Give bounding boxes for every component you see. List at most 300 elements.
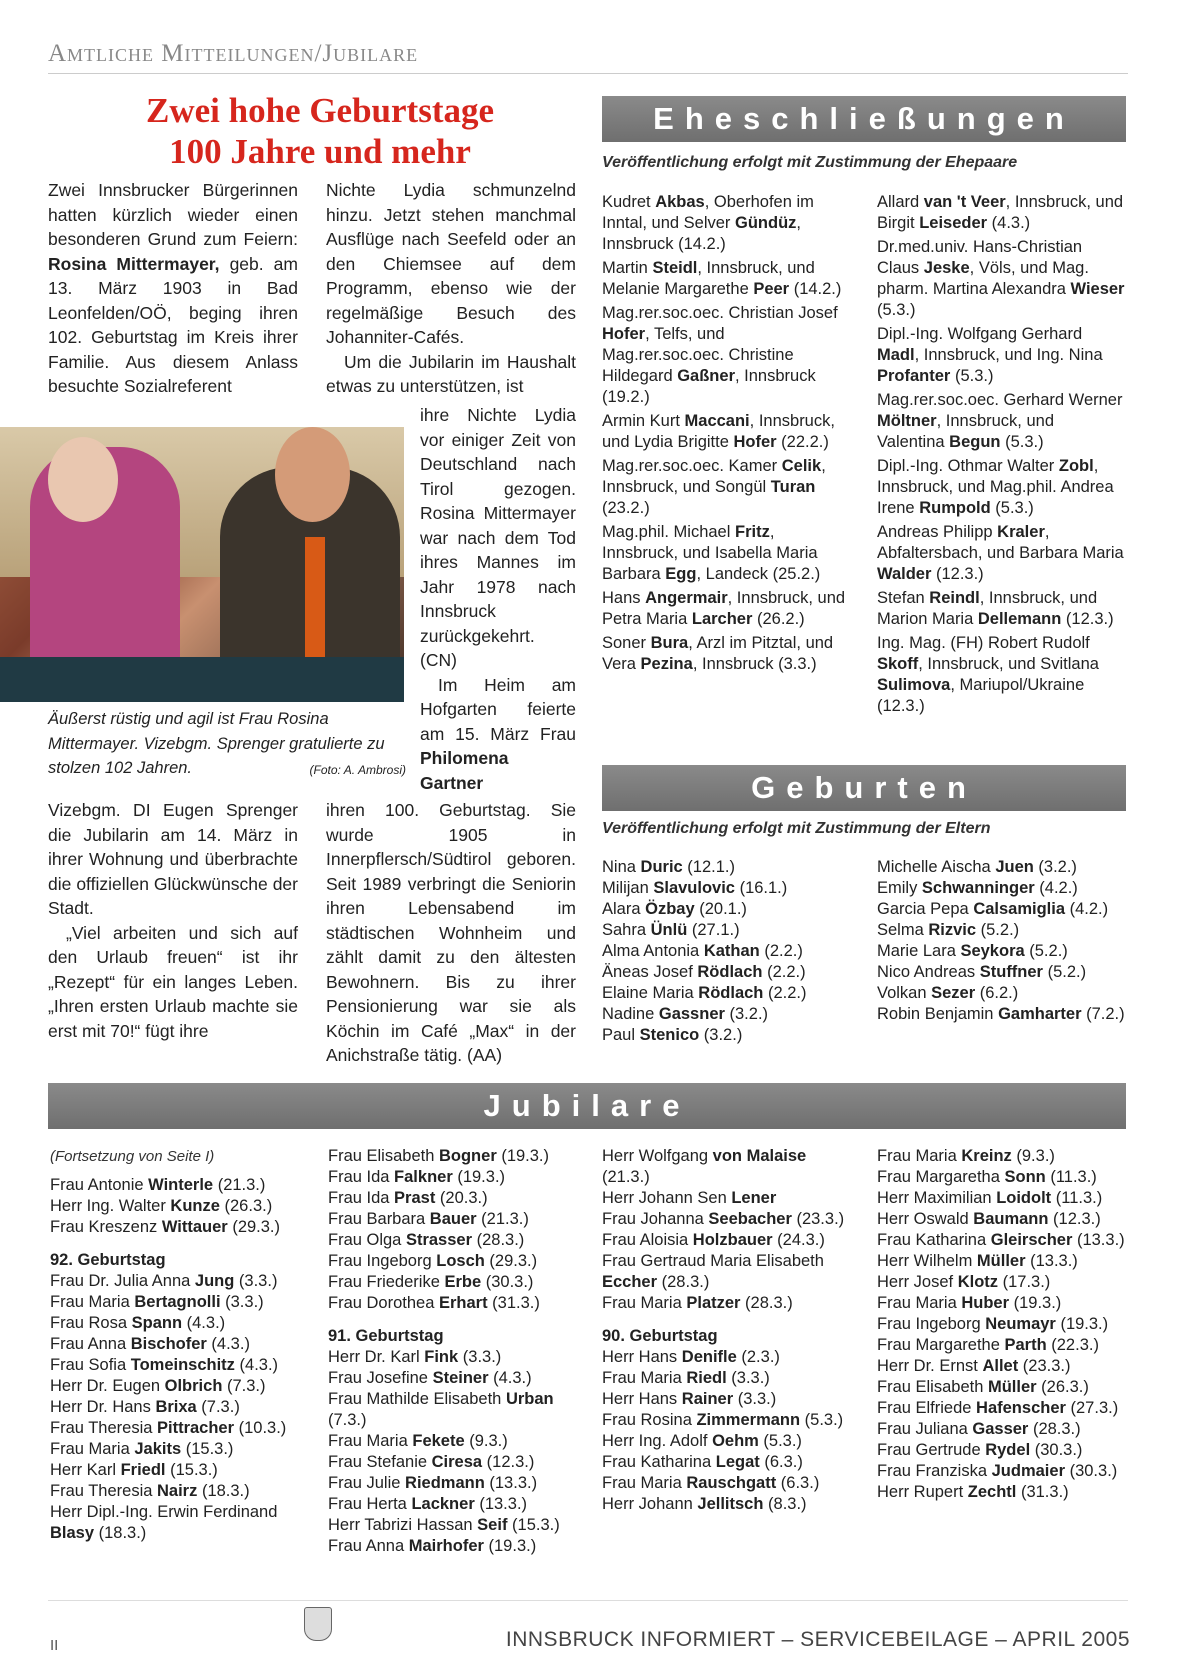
entry-text: (21.3.)	[213, 1176, 266, 1194]
surname: Ciresa	[431, 1453, 483, 1471]
surname: Rumpold	[919, 499, 991, 517]
surname: Zobl	[1058, 457, 1094, 475]
surname: Turan	[770, 478, 816, 496]
entry-text: Alara	[602, 900, 646, 918]
jubilar-entry	[50, 1460, 300, 1481]
publication-footer: INNSBRUCK INFORMIERT – SERVICEBEILAGE – APRIL 2005	[505, 1628, 1130, 1651]
entry-text: (4.3.)	[987, 214, 1031, 232]
entry-text: Nadine	[602, 1005, 659, 1023]
surname: Akbas	[655, 193, 705, 211]
entry-text: , Innsbruck, und Petra Maria	[602, 589, 846, 628]
entry-text: Frau Gertrude	[877, 1441, 986, 1459]
surname: Madl	[877, 346, 915, 364]
article-paragraph: ihren 100. Geburtstag. Sie wurde 1905 in Innerpflersch/Südtirol geboren. Seit 1989 verbringt die Seniorin ihren Lebensabend im städtischen Wohnheim und zählt damit zu den ältesten Bewohnern. Bis zu ihrer Pensionierung war sie als Köchin im Café „Max“ in der Anichstraße tätig. (AA)	[326, 800, 576, 1065]
entry-text: Frau Franziska	[877, 1462, 992, 1480]
entry-text: (2.3.)	[736, 1348, 780, 1366]
entry-text: (19.3.)	[496, 1147, 550, 1165]
surname: 92. Geburtstag	[50, 1251, 166, 1269]
surname: Platzer	[686, 1294, 741, 1312]
jubilar-entry	[877, 1188, 1127, 1209]
entry-text: Frau Maria	[602, 1294, 687, 1312]
surname: Walder	[877, 565, 932, 583]
entry-text: (29.3.)	[227, 1218, 281, 1236]
jubilar-entry	[877, 1230, 1127, 1251]
entry-text: (5.3.)	[1000, 433, 1044, 451]
list-item	[877, 633, 1125, 717]
jubilar-entry	[50, 1397, 300, 1418]
jubilar-entry	[328, 1473, 576, 1494]
birthday-heading	[50, 1250, 300, 1271]
geburten-list-right	[877, 857, 1127, 1025]
surname: Parth	[1004, 1336, 1047, 1354]
birthday-heading	[328, 1326, 576, 1347]
entry-text: (24.3.)	[772, 1231, 825, 1249]
entry-text: (11.3.)	[1045, 1168, 1097, 1186]
jubilar-entry	[50, 1355, 300, 1376]
jubilare-column-1	[50, 1175, 300, 1544]
jubilar-entry	[328, 1515, 576, 1536]
surname: Bauer	[429, 1210, 477, 1228]
list-item	[602, 899, 862, 920]
entry-text: (5.3.)	[877, 301, 916, 319]
entry-text: Herr Johann Sen	[602, 1189, 732, 1207]
surname: Jeske	[923, 259, 970, 277]
jubilar-entry	[877, 1251, 1127, 1272]
surname: 91. Geburtstag	[328, 1327, 444, 1345]
entry-text: Frau Antonie	[50, 1176, 149, 1194]
list-item	[602, 633, 850, 675]
surname: Ünlü	[650, 921, 688, 939]
surname: Tomeinschitz	[130, 1356, 235, 1374]
entry-text: Garcia Pepa	[877, 900, 974, 918]
jubilar-entry	[602, 1368, 852, 1389]
surname: Holzbauer	[692, 1231, 773, 1249]
jubilar-entry	[877, 1167, 1127, 1188]
article-column-1-top	[48, 178, 298, 399]
list-item	[877, 920, 1127, 941]
surname: Gündüz	[735, 214, 797, 232]
surname: Judmaier	[991, 1462, 1065, 1480]
entry-text: Frau Theresia	[50, 1419, 157, 1437]
surname: Riedl	[686, 1369, 727, 1387]
jubilarin-name: Philomena Gartner	[420, 748, 509, 793]
article-paragraph: ihre Nichte Lydia vor einiger Zeit von Deutschland nach Tirol gezogen. Rosina Mittermayer war nach dem Tod ihres Mannes im Jahr 1978 nach Innsbruck zurückgekehrt. (CN)	[420, 405, 576, 670]
surname: Gassner	[658, 1005, 725, 1023]
list-item	[602, 411, 850, 453]
entry-text: (8.3.)	[763, 1495, 807, 1513]
entry-text: Frau Juliana	[877, 1420, 973, 1438]
surname: Dellemann	[977, 610, 1062, 628]
list-item	[877, 588, 1125, 630]
surname: Allet	[982, 1357, 1019, 1375]
surname: Lackner	[411, 1495, 475, 1513]
jubilar-entry	[602, 1146, 852, 1188]
article-paragraph: Zwei Innsbrucker Bürgerinnen hatten kürzlich wieder einen besonderen Grund zum Feiern: Rosina Mittermayer, geb. am 13. März 1903 in Bad Leonfelden/OÖ, beging ihren 102. Geburtstag im Kreis ihrer Familie. Aus diesem Anlass besuchte Sozialreferent	[48, 180, 298, 396]
list-item	[602, 941, 862, 962]
entry-text: Herr Hans	[602, 1348, 682, 1366]
entry-text: , Innsbruck, und Isabella Maria Barbara	[602, 523, 818, 583]
jubilar-entry	[328, 1251, 576, 1272]
entry-text: Frau Barbara	[328, 1210, 430, 1228]
photo-credit: (Foto: A. Ambrosi)	[309, 763, 406, 777]
jubilar-entry	[328, 1272, 576, 1293]
surname: Friedl	[120, 1461, 166, 1479]
entry-text: Frau Maria	[602, 1474, 687, 1492]
surname: Angermair	[645, 589, 728, 607]
entry-text: (3.2.)	[1033, 858, 1077, 876]
entry-text: (3.3.)	[220, 1293, 264, 1311]
jubilar-entry	[602, 1251, 852, 1293]
surname: Kraler	[997, 523, 1045, 541]
list-item	[602, 857, 862, 878]
surname: Spann	[131, 1314, 183, 1332]
entry-text: (23.2.)	[602, 499, 650, 517]
entry-text: Herr Dr. Karl	[328, 1348, 425, 1366]
entry-text: (26.3.)	[1036, 1378, 1089, 1396]
entry-text: Mag.rer.soc.oec. Kamer	[602, 457, 782, 475]
surname: Reindl	[929, 589, 980, 607]
surname: Gamharter	[998, 1005, 1082, 1023]
surname: Slavulovic	[653, 879, 735, 897]
entry-text: Milijan	[602, 879, 654, 897]
jubilar-entry	[877, 1398, 1127, 1419]
entry-text: , Innsbruck (19.2.)	[602, 367, 816, 406]
jubilar-entry	[602, 1452, 852, 1473]
jubilar-entry	[602, 1431, 852, 1452]
entry-text: , Telfs, und Mag.rer.soc.oec. Christine Hildegard	[602, 325, 794, 385]
entry-text: Soner	[602, 634, 651, 652]
entry-text: Herr Dr. Eugen	[50, 1377, 165, 1395]
jubilar-entry	[602, 1347, 852, 1368]
jubilar-entry	[602, 1293, 852, 1314]
entry-text: Frau Margaretha	[877, 1168, 1005, 1186]
surname: Hofer	[602, 325, 646, 343]
surname: Olbrich	[164, 1377, 223, 1395]
entry-text: (5.3.)	[990, 499, 1034, 517]
jubilar-entry	[328, 1389, 576, 1431]
surname: Rauschgatt	[686, 1474, 777, 1492]
entry-text: (3.3.)	[234, 1272, 278, 1290]
jubilar-entry	[877, 1482, 1127, 1503]
article-column-2	[326, 178, 576, 399]
list-item	[877, 1004, 1127, 1025]
list-item	[602, 522, 850, 585]
surname: Seebacher	[708, 1210, 792, 1228]
list-item	[602, 1025, 862, 1046]
surname: Bura	[650, 634, 689, 652]
jubilar-entry	[877, 1461, 1127, 1482]
surname: Nairz	[157, 1482, 198, 1500]
entry-text: (18.3.)	[94, 1524, 147, 1542]
jubilar-entry	[877, 1209, 1127, 1230]
surname: Kreinz	[961, 1147, 1012, 1165]
jubilar-entry	[877, 1377, 1127, 1398]
jubilar-entry	[328, 1452, 576, 1473]
list-item	[602, 920, 862, 941]
entry-text: (27.3.)	[1065, 1399, 1119, 1417]
list-item	[877, 324, 1125, 387]
entry-text: (3.3.)	[726, 1369, 770, 1387]
entry-text: Frau Stefanie	[328, 1453, 432, 1471]
entry-text: Selma	[877, 921, 929, 939]
entry-text: (28.3.)	[1028, 1420, 1081, 1438]
entry-text: (18.3.)	[197, 1482, 250, 1500]
list-item	[602, 1004, 862, 1025]
entry-text: (28.3.)	[740, 1294, 793, 1312]
entry-text: (3.3.)	[733, 1390, 777, 1408]
entry-text: (3.2.)	[699, 1026, 743, 1044]
surname: Duric	[640, 858, 683, 876]
list-item	[877, 390, 1125, 453]
entry-text: (27.1.)	[687, 921, 740, 939]
entry-text: Frau Ida	[328, 1189, 395, 1207]
entry-text: (7.3.)	[222, 1377, 266, 1395]
surname: Neumayr	[985, 1315, 1056, 1333]
article-paragraph: Im Heim am Hofgarten feierte am 15. März Frau Philomena Gartner	[420, 674, 576, 793]
surname: von Malaise	[712, 1147, 807, 1165]
entry-text: (5.3.)	[800, 1411, 844, 1429]
entry-text: (5.2.)	[1024, 942, 1068, 960]
entry-text: (9.3.)	[464, 1432, 508, 1450]
birthday-heading	[602, 1326, 852, 1347]
surname: Fink	[424, 1348, 459, 1366]
jubilare-column-3	[602, 1146, 852, 1515]
surname: Hofer	[733, 433, 777, 451]
surname: Erbe	[444, 1273, 482, 1291]
entry-text: , Innsbruck, und Lydia Brigitte	[602, 412, 835, 451]
entry-text: Frau Maria	[602, 1369, 687, 1387]
jubilar-entry	[877, 1419, 1127, 1440]
jubilar-entry	[50, 1376, 300, 1397]
surname: Bertagnolli	[134, 1293, 221, 1311]
entry-text: Frau Elisabeth	[877, 1378, 988, 1396]
entry-text: , Innsbruck, und Valentina	[877, 412, 1054, 451]
jubilar-entry	[877, 1440, 1127, 1461]
article-paragraph: Vizebgm. DI Eugen Sprenger die Jubilarin am 14. März in ihrer Wohnung und überbrachte die offiziellen Glückwünsche der Stadt.	[48, 800, 298, 918]
surname: Rizvic	[928, 921, 977, 939]
entry-text: Herr Oswald	[877, 1210, 974, 1228]
entry-text: Frau Maria	[50, 1293, 135, 1311]
entry-text: (19.3.)	[452, 1168, 506, 1186]
surname: Eccher	[602, 1273, 658, 1291]
entry-text: (6.3.)	[759, 1453, 803, 1471]
entry-text: , Innsbruck, und Svitlana	[918, 655, 1099, 673]
surname: Gaßner	[677, 367, 735, 385]
entry-text: (30.3.)	[1065, 1462, 1118, 1480]
entry-text: , Innsbruck, und Ing. Nina	[914, 346, 1103, 364]
entry-text: Herr Karl	[50, 1461, 121, 1479]
jubilar-entry	[328, 1431, 576, 1452]
entry-text: (20.1.)	[694, 900, 747, 918]
surname: Profanter	[877, 367, 951, 385]
surname: Müller	[987, 1378, 1037, 1396]
surname: Jellitsch	[697, 1495, 764, 1513]
entry-text: (22.3.)	[1046, 1336, 1099, 1354]
surname: Legat	[715, 1453, 760, 1471]
list-item	[602, 456, 850, 519]
surname: Denifle	[681, 1348, 737, 1366]
surname: Fekete	[412, 1432, 465, 1450]
entry-text: Frau Julie	[328, 1474, 406, 1492]
entry-text: , Abfaltersbach, und Barbara Maria	[877, 523, 1124, 562]
list-item	[877, 192, 1125, 234]
jubilar-entry	[50, 1313, 300, 1334]
entry-text: (13.3.)	[1025, 1252, 1078, 1270]
entry-text: (12.3.)	[482, 1453, 535, 1471]
article-column-2-narrow	[420, 403, 576, 795]
entry-text: , Arzl im Pitztal, und Vera	[602, 634, 834, 673]
list-item	[602, 878, 862, 899]
jubilar-entry	[328, 1347, 576, 1368]
jubilar-entry	[877, 1335, 1127, 1356]
entry-text: (23.3.)	[1018, 1357, 1071, 1375]
surname: Jakits	[134, 1440, 182, 1458]
entry-text: (19.3.)	[483, 1537, 537, 1555]
list-item	[877, 983, 1127, 1004]
surname: Begun	[949, 433, 1001, 451]
eheschliessungen-list-left	[602, 192, 850, 675]
entry-text: (7.3.)	[328, 1411, 367, 1429]
surname: Maccani	[684, 412, 750, 430]
jubilar-entry	[50, 1418, 300, 1439]
list-item	[602, 962, 862, 983]
article-photo	[0, 427, 404, 702]
surname: Jung	[194, 1272, 235, 1290]
entry-text: Frau Rosa	[50, 1314, 132, 1332]
entry-text: (4.3.)	[182, 1314, 226, 1332]
entry-text: (6.3.)	[776, 1474, 820, 1492]
entry-text: Frau Anna	[50, 1335, 131, 1353]
entry-text: Frau Ingeborg	[328, 1252, 437, 1270]
entry-text: (15.3.)	[165, 1461, 218, 1479]
list-item	[602, 192, 850, 255]
list-item	[877, 237, 1125, 321]
entry-text: Michelle Aischa	[877, 858, 996, 876]
entry-text: Emily	[877, 879, 922, 897]
entry-text: Andreas Philipp	[877, 523, 998, 541]
surname: Bogner	[438, 1147, 497, 1165]
jubilar-entry	[602, 1230, 852, 1251]
surname: Huber	[961, 1294, 1010, 1312]
jubilar-entry	[602, 1494, 852, 1515]
eheschliessungen-list-right	[877, 192, 1125, 717]
entry-text: (23.3.)	[791, 1210, 845, 1228]
surname: Rydel	[985, 1441, 1031, 1459]
surname: Sulimova	[877, 676, 951, 694]
entry-text: , Innsbruck, und Birgit	[877, 193, 1124, 232]
entry-text: Volkan	[877, 984, 932, 1002]
entry-text: Martin	[602, 259, 653, 277]
entry-text: Herr Maximilian	[877, 1189, 997, 1207]
entry-text: Armin Kurt	[602, 412, 685, 430]
entry-text: (29.3.)	[484, 1252, 538, 1270]
entry-text: Frau Josefine	[328, 1369, 433, 1387]
entry-text: (26.3.)	[219, 1197, 273, 1215]
entry-text: Frau Ida	[328, 1168, 395, 1186]
photo-man-head	[275, 427, 350, 522]
entry-text: Frau Gertraud Maria Elisabeth	[602, 1252, 824, 1270]
jubilar-entry	[602, 1410, 852, 1431]
list-item	[602, 258, 850, 300]
surname: Hafenscher	[976, 1399, 1066, 1417]
entry-text: Hans	[602, 589, 646, 607]
surname: Strasser	[405, 1231, 473, 1249]
entry-text: (2.2.)	[759, 942, 803, 960]
entry-text: Frau Maria	[877, 1294, 962, 1312]
jubilar-entry	[602, 1188, 852, 1209]
entry-text: (4.3.)	[234, 1356, 279, 1374]
jubilar-entry	[877, 1146, 1127, 1167]
surname: Seykora	[960, 942, 1025, 960]
entry-text: Frau Margarethe	[877, 1336, 1005, 1354]
surname: Gleirscher	[990, 1231, 1073, 1249]
surname: Leiseder	[919, 214, 988, 232]
surname: Oehm	[712, 1432, 759, 1450]
entry-text: (5.3.)	[950, 367, 994, 385]
surname: Sonn	[1004, 1168, 1046, 1186]
jubilare-banner: Jubilare	[48, 1083, 1126, 1129]
entry-text: (16.1.)	[734, 879, 788, 897]
jubilar-entry	[328, 1368, 576, 1389]
surname: Bischofer	[130, 1335, 207, 1353]
entry-text: Stefan	[877, 589, 930, 607]
entry-text: Allard	[877, 193, 924, 211]
entry-text: Kudret	[602, 193, 656, 211]
entry-text: Frau Kreszenz	[50, 1218, 162, 1236]
entry-text: Paul	[602, 1026, 640, 1044]
entry-text: Dipl.-Ing. Othmar Walter	[877, 457, 1059, 475]
surname: Gasser	[972, 1420, 1029, 1438]
entry-text: Frau Dorothea	[328, 1294, 439, 1312]
entry-text: (5.3.)	[758, 1432, 802, 1450]
entry-text: , Landeck (25.2.)	[696, 565, 821, 583]
entry-text: Nico Andreas	[877, 963, 980, 981]
entry-text: (19.3.)	[1055, 1315, 1109, 1333]
geburten-banner: Geburten	[602, 765, 1126, 811]
entry-text: Frau Dr. Julia Anna	[50, 1272, 195, 1290]
entry-text: Frau Mathilde Elisabeth	[328, 1390, 506, 1408]
entry-text: Mag.rer.soc.oec. Gerhard Werner	[877, 391, 1123, 409]
surname: Klotz	[957, 1273, 999, 1291]
entry-text: (2.2.)	[763, 984, 807, 1002]
surname: Rainer	[681, 1390, 734, 1408]
surname: Zechtl	[967, 1483, 1017, 1501]
surname: Zimmermann	[696, 1411, 801, 1429]
surname: Möltner	[877, 412, 937, 430]
entry-text: , Mariupol/Ukraine (12.3.)	[877, 676, 1085, 715]
entry-text: Sahra	[602, 921, 651, 939]
surname: Seif	[477, 1516, 508, 1534]
entry-text: (10.3.)	[234, 1419, 287, 1437]
surname: Wittauer	[161, 1218, 228, 1236]
list-item	[877, 878, 1127, 899]
surname: Celik	[781, 457, 822, 475]
entry-text: Äneas Josef	[602, 963, 698, 981]
jubilar-entry	[328, 1494, 576, 1515]
entry-text: (4.2.)	[1034, 879, 1078, 897]
entry-text: (3.2.)	[724, 1005, 769, 1023]
entry-text: (6.2.)	[975, 984, 1019, 1002]
surname: Stuffner	[979, 963, 1043, 981]
list-item	[877, 941, 1127, 962]
jubilar-entry	[328, 1209, 576, 1230]
entry-text: (9.3.)	[1011, 1147, 1055, 1165]
entry-text: (12.3.)	[931, 565, 984, 583]
article-title	[60, 90, 580, 172]
entry-text: Mag.phil. Michael	[602, 523, 735, 541]
jubilar-entry	[50, 1334, 300, 1355]
article-paragraph: „Viel arbeiten und sich auf den Urlaub freuen“ ist ihr „Rezept“ für ein langes Leben. „Ihren ersten Urlaub machte sie erst mit 70!“ fügt ihre	[48, 922, 298, 1041]
